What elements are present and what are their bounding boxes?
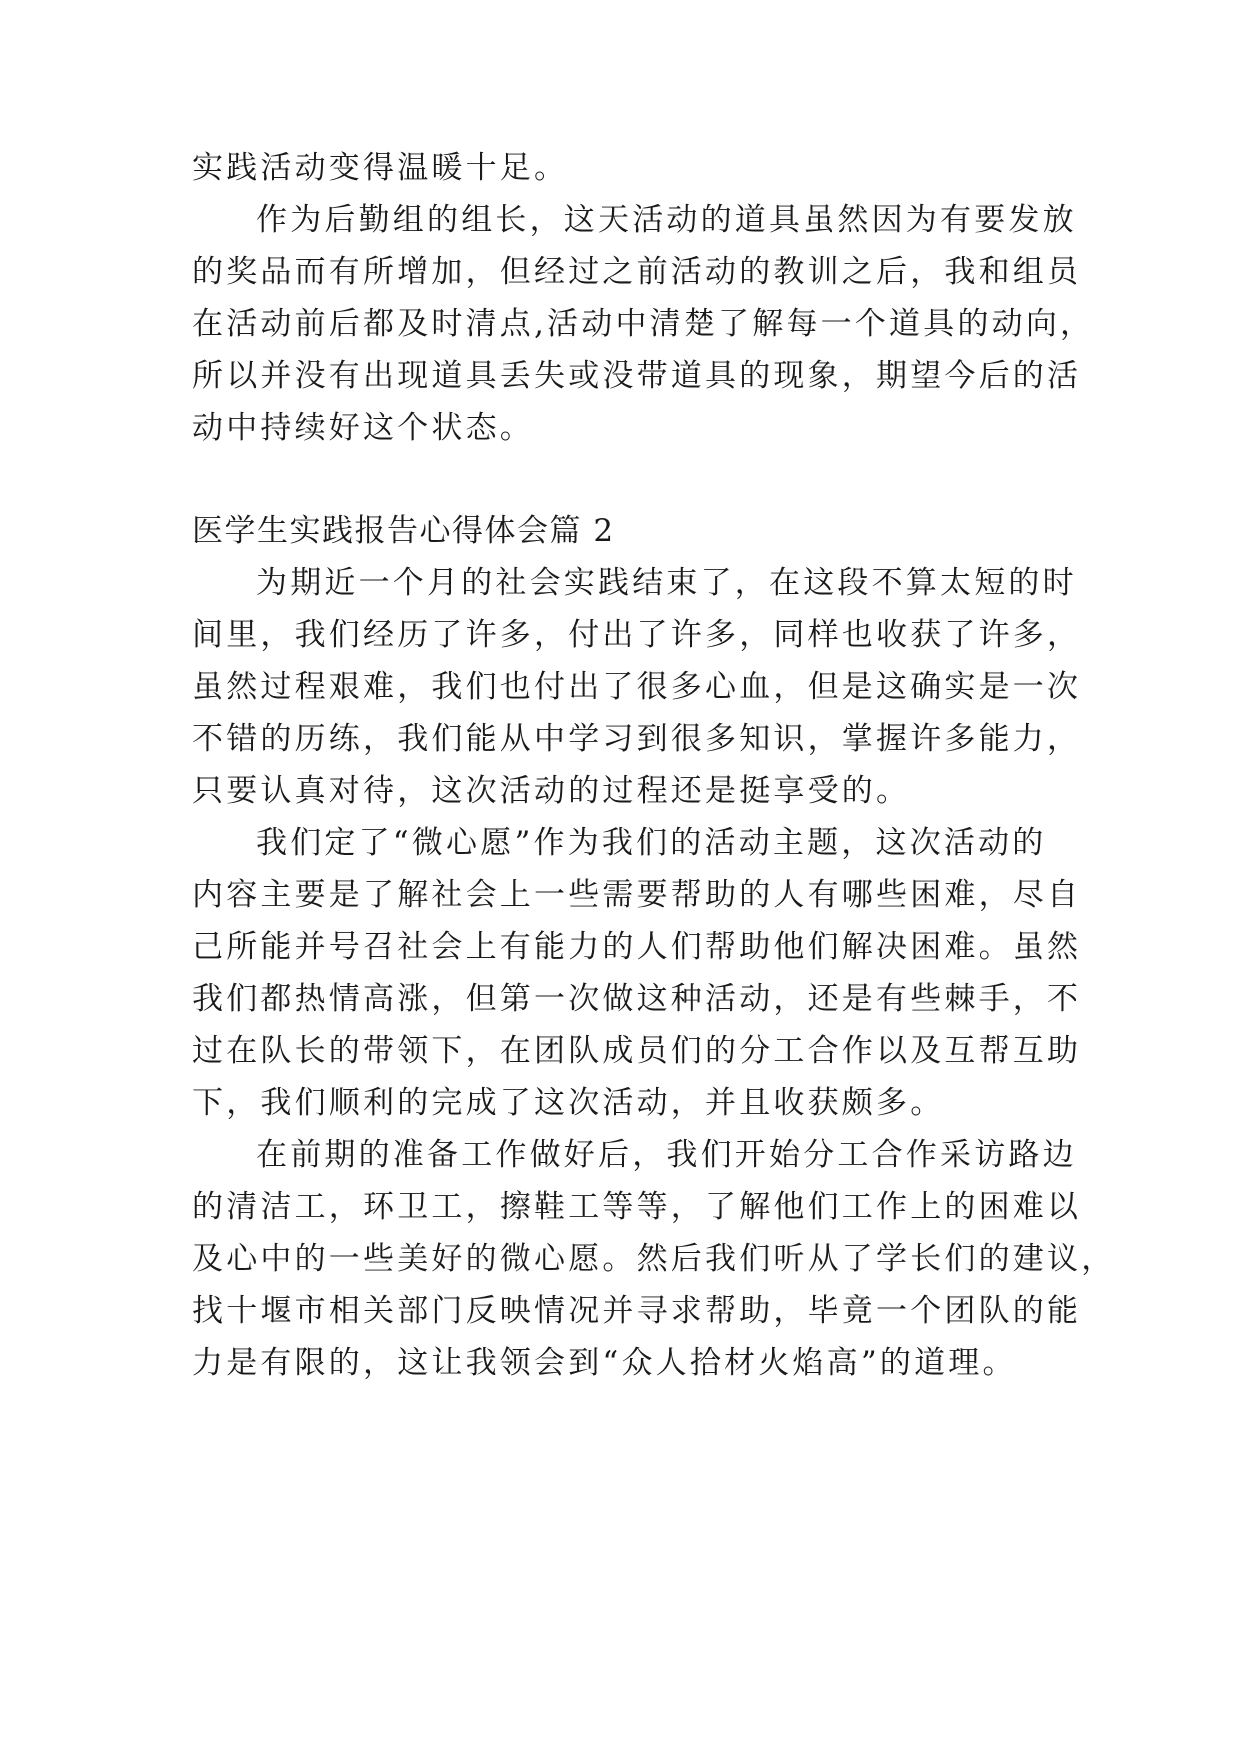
text-line: 实践活动变得温暖十足。 xyxy=(192,150,569,186)
text-line: 内容主要是了解社会上一些需要帮助的人有哪些困难，尽自 xyxy=(192,877,1082,913)
text-line: 不错的历练，我们能从中学习到很多知识，掌握许多能力， xyxy=(192,721,1082,757)
text-line: 力是有限的，这让我领会到“众人拾材火焰高”的道理。 xyxy=(192,1345,1017,1381)
text-line: 下，我们顺利的完成了这次活动，并且收获颇多。 xyxy=(192,1085,945,1121)
text-line: 所以并没有出现道具丢失或没带道具的现象，期望今后的活 xyxy=(192,358,1082,394)
text-line: 及心中的一些美好的微心愿。然后我们听从了学长们的建议， xyxy=(192,1241,1116,1277)
text-line: 己所能并号召社会上有能力的人们帮助他们解决困难。虽然 xyxy=(192,929,1082,965)
text-line: 间里，我们经历了许多，付出了许多，同样也收获了许多， xyxy=(192,617,1082,653)
text-line: 的清洁工，环卫工，擦鞋工等等，了解他们工作上的困难以 xyxy=(192,1189,1082,1225)
paragraph-first-line: 在前期的准备工作做好后，我们开始分工合作采访路边 xyxy=(256,1137,1077,1173)
text-line: 找十堰市相关部门反映情况并寻求帮助，毕竟一个团队的能 xyxy=(192,1293,1082,1329)
paragraph-first-line: 作为后勤组的组长，这天活动的道具虽然因为有要发放 xyxy=(256,202,1077,238)
paragraph-first-line: 我们定了“微心愿”作为我们的活动主题，这次活动的 xyxy=(256,825,1047,861)
text-line: 虽然过程艰难，我们也付出了很多心血，但是这确实是一次 xyxy=(192,669,1082,705)
text-line: 过在队长的带领下，在团队成员们的分工合作以及互帮互助 xyxy=(192,1033,1082,1069)
section-heading: 医学生实践报告心得体会篇 2 xyxy=(192,513,615,549)
text-line: 只要认真对待，这次活动的过程还是挺享受的。 xyxy=(192,773,911,809)
text-line: 我们都热情高涨，但第一次做这种活动，还是有些棘手，不 xyxy=(192,981,1082,1017)
text-line: 动中持续好这个状态。 xyxy=(192,410,534,446)
text-line: 的奖品而有所增加，但经过之前活动的教训之后，我和组员 xyxy=(192,254,1082,290)
paragraph-first-line: 为期近一个月的社会实践结束了，在这段不算太短的时 xyxy=(256,565,1077,601)
text-line: 在活动前后都及时清点,活动中清楚了解每一个道具的动向， xyxy=(192,306,1095,342)
